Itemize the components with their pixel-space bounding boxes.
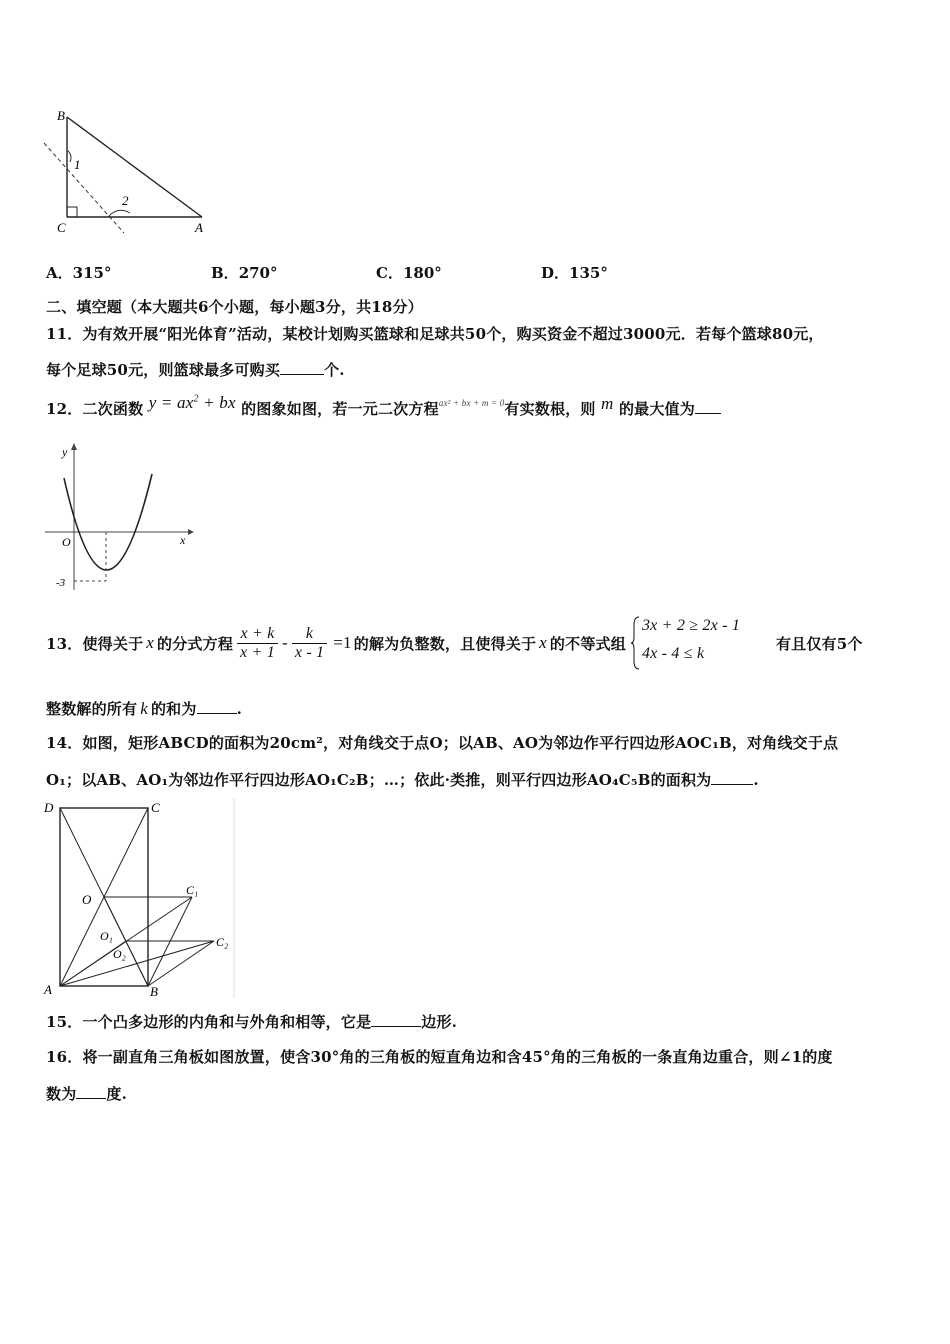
- rect-label-c1: C₁: [186, 883, 199, 897]
- q15-line: 15．一个凸多边形的内角和与外角和相等，它是 边形.: [46, 1013, 458, 1031]
- inequality-system: 3x + 2 ≥ 2x - 1 4x - 4 ≤ k: [630, 615, 750, 671]
- option-c: C．180°: [376, 264, 442, 282]
- option-a: A．315°: [46, 264, 112, 282]
- rect-label-o2: O₂: [113, 947, 126, 961]
- q12-line: 12．二次函数 $y = ax^2$ + bx 的图象如图，若一元二次方程$^{ax^2 + bx + m = 0}$有实数根，则 m 的最大值为: [46, 398, 721, 419]
- parabola-label-x: x: [180, 533, 186, 547]
- q14-line1: 14．如图，矩形ABCD的面积为20cm²，对角线交于点O；以AB、AO为邻边作平行四边形AOC₁B，对角线交于点: [46, 734, 839, 752]
- rect-label-o1: O₁: [100, 929, 113, 943]
- q16-line1: 16．将一副直角三角板如图放置，使含30°角的三角板的短直角边和含45°角的三角板的一条直角边重合，则∠1的度: [46, 1048, 833, 1066]
- option-b: B．270°: [211, 264, 278, 282]
- rect-label-a: A: [44, 982, 52, 997]
- parabola-label-neg3: -3: [56, 577, 66, 589]
- triangle-label-C: C: [57, 220, 66, 235]
- q14-line2: O₁；以AB、AO₁为邻边作平行四边形AO₁C₂B；…；依此·类推，则平行四边形AO₄C₅B的面积为 .: [46, 771, 759, 789]
- rect-label-d: D: [44, 800, 54, 815]
- q16-line2: 数为 度.: [46, 1085, 128, 1103]
- rect-label-c2: C₂: [216, 935, 229, 949]
- q11-line1: 11．为有效开展“阳光体育”活动，某校计划购买篮球和足球共50个，购买资金不超过3000元．若每个篮球80元，: [46, 325, 824, 343]
- rect-label-o: O: [82, 892, 92, 907]
- fraction-2: $\frac{k}{x - 1}$: [292, 625, 327, 662]
- triangle-figure: [40, 105, 220, 240]
- rect-label-b: B: [150, 984, 158, 999]
- rect-label-c: C: [151, 800, 160, 815]
- rectangle-figure: [40, 798, 240, 1000]
- fraction-1: $\frac{x + k}{x + 1}$: [237, 625, 278, 662]
- section-heading: 二、填空题（本大题共6个小题，每小题3分，共18分）: [46, 298, 423, 316]
- triangle-label-1: 1: [74, 157, 81, 172]
- triangle-label-B: B: [57, 108, 65, 123]
- q11-line2: 每个足球50元，则篮球最多可购买 个.: [46, 361, 345, 379]
- q13-line1: 13．使得关于 x 的分式方程 $\frac{x + k}{x + 1}$ - $\frac{k}{x - 1}$ =1 的解为负整数，且使得关于 x 的不等式组 3x + 2 ≥ 2x - 1 4x - 4 ≤ k 有且仅有5个: [46, 612, 863, 674]
- parabola-figure: [40, 440, 200, 600]
- option-d: D．135°: [541, 264, 608, 282]
- q13-line2: 整数解的所有 k 的和为 .: [46, 699, 242, 718]
- parabola-label-o: O: [62, 535, 71, 549]
- triangle-label-A: A: [195, 220, 203, 235]
- parabola-label-y: y: [62, 445, 68, 459]
- triangle-label-2: 2: [122, 193, 129, 208]
